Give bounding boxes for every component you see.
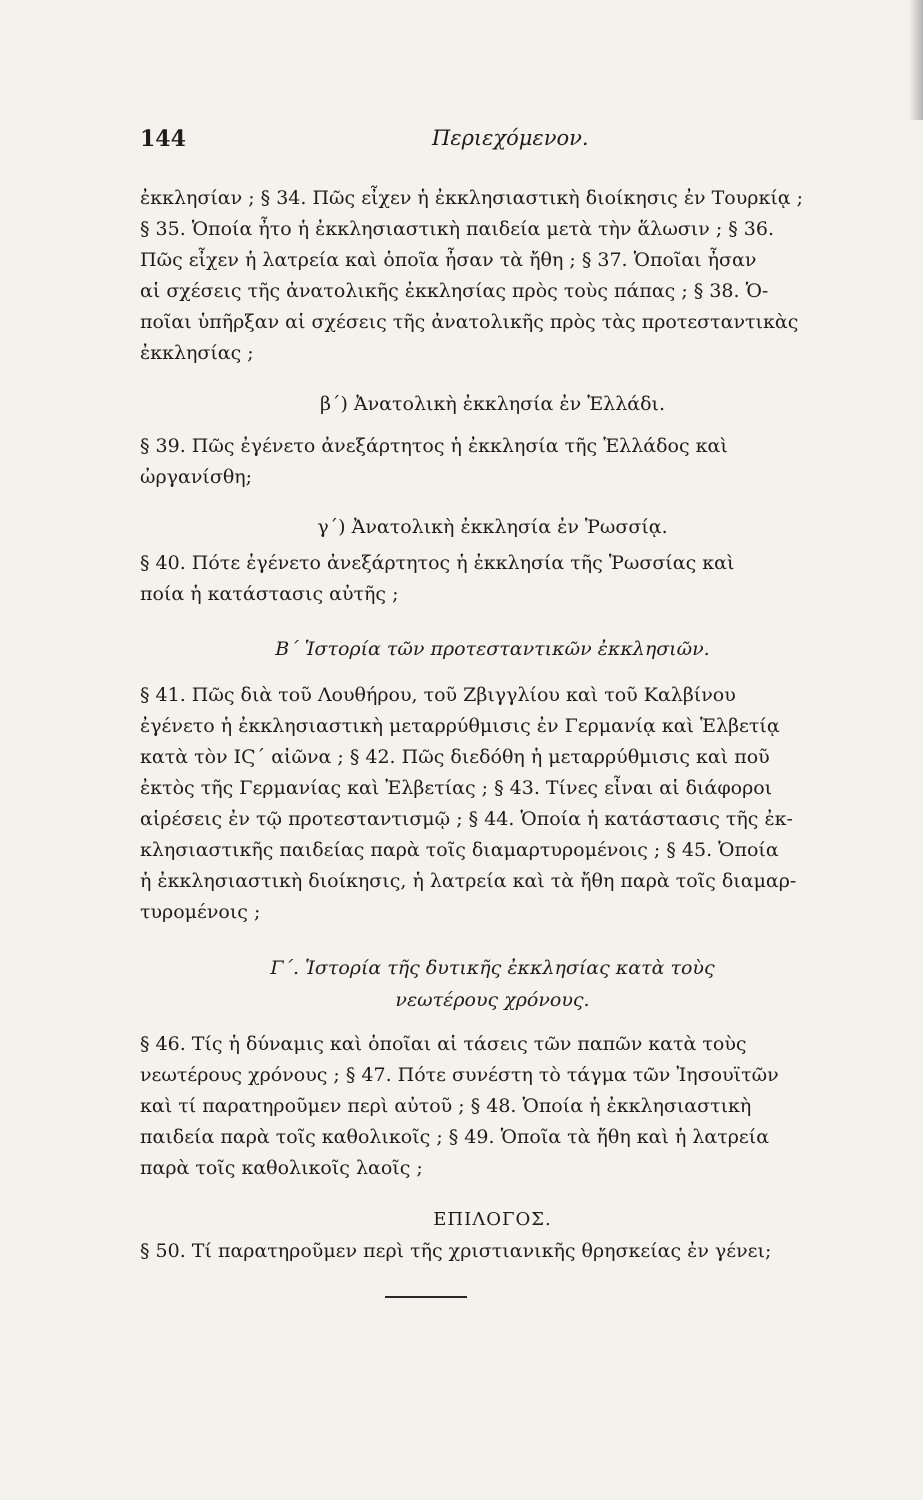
text-line: ποῖαι ὑπῆρξαν αἱ σχέσεις τῆς ἀνατολικῆς πρὸς τὰς προτεσταντικὰς [140,311,799,333]
page-number: 144 [140,126,186,152]
text-line: κατὰ τὸν ΙϚ΄ αἰῶνα ; § 42. Πῶς διεδόθη ἡ μεταρρύθμισις καὶ ποῦ [140,746,770,768]
text-line: Πῶς εἶχεν ἡ λατρεία καὶ ὁποῖα ἦσαν τὰ ἤθη ; § 37. Ὁποῖαι ἦσαν [140,249,757,271]
text-line: ἡ ἐκκλησιαστικὴ διοίκησις, ἡ λατρεία καὶ τὰ ἤθη παρὰ τοῖς διαμαρ- [140,870,797,892]
end-rule [385,1296,467,1298]
text-line: καὶ τί παρατηροῦμεν περὶ αὐτοῦ ; § 48. Ὁποία ἡ ἐκκλησιαστικὴ [140,1095,752,1117]
text-line: ἐκκλησίαν ; § 34. Πῶς εἶχεν ἡ ἐκκλησιαστικὴ διοίκησις ἐν Τουρκίᾳ ; [140,187,804,209]
text-line: ἐγένετο ἡ ἐκκλησιαστικὴ μεταρρύθμισις ἐν Γερμανίᾳ καὶ Ἑλβετίᾳ [140,715,780,737]
section-heading-G-line2: νεωτέρους χρόνους. [395,989,590,1011]
text-line: § 40. Πότε ἐγένετο ἀνεξάρτητος ἡ ἐκκλησία τῆς Ῥωσσίας καὶ [140,552,735,574]
text-line: κλησιαστικῆς παιδείας παρὰ τοῖς διαμαρτυρομένοις ; § 45. Ὁποία [140,839,779,861]
text-line: παιδεία παρὰ τοῖς καθολικοῖς ; § 49. Ὁποῖα τὰ ἤθη καὶ ἡ λατρεία [140,1126,770,1148]
text-line: αἱρέσεις ἐν τῷ προτεσταντισμῷ ; § 44. Ὁποία ἡ κατάστασις τῆς ἐκ- [140,808,793,830]
page-header [140,126,840,158]
text-line: ὠργανίσθη; [140,466,253,488]
section-heading-c: γ΄) Ἀνατολικὴ ἐκκλησία ἐν Ῥωσσίᾳ. [317,516,668,538]
text-line: § 35. Ὁποία ἦτο ἡ ἐκκλησιαστικὴ παιδεία μετὰ τὴν ἅλωσιν ; § 36. [140,218,775,240]
text-line: § 39. Πῶς ἐγένετο ἀνεξάρτητος ἡ ἐκκλησία τῆς Ἑλλάδος καὶ [140,435,728,457]
text-line: ποία ἡ κατάστασις αὐτῆς ; [140,583,399,605]
text-line: νεωτέρους χρόνους ; § 47. Πότε συνέστη τὸ τάγμα τῶν Ἰησουϊτῶν [140,1064,779,1086]
epilogue-title: ΕΠΙΛΟΓΟΣ. [433,1209,552,1230]
section-heading-b: β΄) Ἀνατολικὴ ἐκκλησία ἐν Ἑλλάδι. [319,393,666,415]
text-line: ἐκκλησίας ; [140,342,254,364]
section-heading-B: Β΄ Ἱστορία τῶν προτεσταντικῶν ἐκκλησιῶν. [275,638,710,660]
text-line: § 50. Τί παρατηροῦμεν περὶ τῆς χριστιανικῆς θρησκείας ἐν γένει; [140,1240,772,1262]
running-title: Περιεχόμενον. [432,126,589,150]
text-line: τυρομένοις ; [140,901,261,923]
text-line: παρὰ τοῖς καθολικοῖς λαοῖς ; [140,1157,423,1179]
text-line: § 46. Τίς ἡ δύναμις καὶ ὁποῖαι αἱ τάσεις τῶν παπῶν κατὰ τοὺς [140,1033,747,1055]
text-line: ἐκτὸς τῆς Γερμανίας καὶ Ἑλβετίας ; § 43. Τίνες εἶναι αἱ διάφοροι [140,777,773,799]
text-line: αἱ σχέσεις τῆς ἀνατολικῆς ἐκκλησίας πρὸς τοὺς πάπας ; § 38. Ὁ- [140,280,769,302]
page-edge-shadow [909,0,923,120]
section-heading-G-line1: Γ΄. Ἱστορία τῆς δυτικῆς ἐκκλησίας κατὰ τοὺς [270,957,715,979]
text-line: § 41. Πῶς διὰ τοῦ Λουθήρου, τοῦ Ζβιγγλίου καὶ τοῦ Καλβίνου [140,684,736,706]
